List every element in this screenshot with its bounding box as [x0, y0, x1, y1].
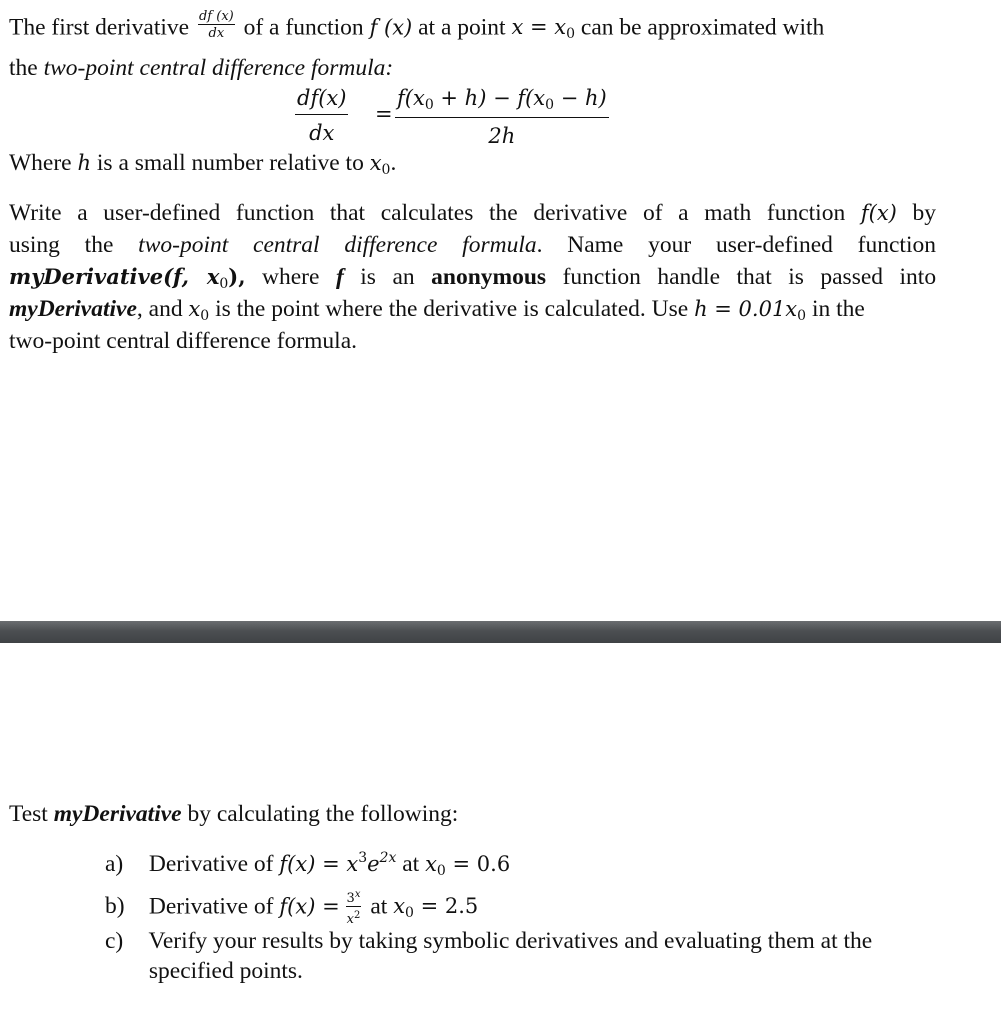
bold-italic-text: f: [335, 264, 344, 290]
math: f (x): [369, 15, 413, 40]
math: [279, 852, 396, 876]
superscript: 2: [353, 910, 361, 921]
math-text: + h) − f(x: [433, 86, 546, 110]
text: , and: [136, 296, 183, 322]
subscript: 0: [797, 308, 807, 324]
lhs-fraction: [295, 86, 348, 145]
text: the: [9, 55, 38, 81]
math-text: x: [346, 912, 354, 927]
list-item-a: [105, 850, 510, 879]
text: is an: [360, 264, 415, 290]
math-text: x: [425, 852, 437, 876]
text: is the point where the derivative is calculated. Use: [215, 296, 689, 322]
text: by: [912, 200, 937, 226]
bold-text: anonymous: [431, 264, 547, 290]
superscript: 3: [358, 850, 368, 866]
section-divider: [0, 621, 1001, 643]
where-line: [9, 150, 396, 178]
list-item-b: [105, 889, 478, 927]
task-line-1: [9, 200, 936, 227]
subscript: 0: [405, 905, 414, 922]
fraction-numerator: df (x): [198, 9, 234, 24]
function-signature: [9, 264, 246, 290]
text: by calculating the following:: [187, 801, 459, 827]
rhs-fraction: [395, 86, 609, 148]
subscript: 0: [381, 162, 391, 178]
text: is a small number relative to: [96, 150, 364, 176]
text: in the: [811, 296, 865, 322]
equals-sign: =: [375, 102, 393, 126]
text: Verify your results by taking symbolic derivatives and evaluating them at the: [148, 928, 873, 954]
rhs-denominator: 2h: [488, 124, 516, 148]
math-text: f(x: [397, 86, 425, 110]
text: of a function: [243, 14, 364, 41]
italic-text: :: [385, 55, 394, 81]
text: where: [262, 264, 320, 290]
italic-text: two-point central difference formula: [138, 232, 537, 258]
superscript: 2x: [379, 850, 397, 866]
fraction-denominator: dx: [208, 26, 225, 41]
text: at: [402, 851, 420, 877]
subscript: 0: [436, 863, 446, 879]
math-text: x = x: [511, 15, 567, 40]
task-line-3: [9, 264, 936, 292]
subscript: 0: [424, 97, 434, 113]
text: at: [370, 893, 388, 920]
list-marker: a): [105, 851, 124, 877]
lhs-numerator: df(x): [295, 86, 348, 115]
math: [188, 297, 210, 324]
test-heading: [9, 801, 458, 828]
task-line-5: [9, 328, 357, 355]
subscript: 0: [200, 308, 210, 324]
list-marker: b): [105, 893, 125, 920]
subscript: 0: [219, 276, 229, 292]
math-text: e: [367, 852, 380, 876]
task-line-4: [9, 296, 865, 324]
inline-fraction: [346, 888, 362, 926]
math: [511, 15, 576, 43]
function-name: myDerivative: [9, 264, 164, 289]
math: [694, 297, 807, 324]
math: [425, 852, 511, 879]
text: The first derivative: [9, 14, 190, 41]
text: two-point central difference formula.: [9, 328, 358, 354]
intro-line-2: [9, 55, 393, 82]
text: Derivative of: [148, 893, 274, 920]
fraction-numerator: [346, 888, 362, 907]
math-text: x: [393, 894, 406, 919]
math: f(x): [860, 201, 897, 225]
list-item-c: [105, 928, 872, 955]
math: (f, x: [163, 264, 220, 289]
math-text: = 0.6: [445, 852, 511, 876]
math: [369, 151, 391, 178]
italic-text: two-point central difference formula: [43, 55, 386, 81]
text: .: [390, 150, 397, 176]
text: can be approximated with: [580, 14, 825, 41]
rhs-numerator: [395, 86, 609, 118]
list-item-c-continued: [105, 958, 303, 985]
inline-fraction: [198, 10, 235, 40]
text: Test: [9, 801, 48, 827]
text: using the: [9, 232, 114, 258]
math: f(x) =: [279, 894, 340, 919]
subscript: 0: [566, 26, 576, 43]
superscript: x: [354, 889, 361, 900]
fraction-denominator: [346, 907, 362, 926]
lhs-denominator: dx: [309, 121, 335, 145]
math-text: x: [369, 151, 382, 175]
math: ),: [228, 264, 246, 289]
math-text: − h): [554, 86, 607, 110]
task-line-2: [9, 232, 936, 259]
list-marker: c): [105, 928, 124, 954]
text: Write a user-defined function that calculates the derivative of a math function: [9, 200, 846, 226]
subscript: 0: [545, 97, 555, 113]
intro-line-1: [9, 9, 825, 44]
bold-italic-text: myDerivative: [53, 801, 182, 827]
math: h: [77, 151, 92, 175]
text: specified points.: [148, 958, 303, 984]
math-text: x: [188, 297, 201, 321]
math-text: f(x) = x: [279, 852, 359, 876]
math-text: 3: [346, 891, 355, 906]
text: . Name your user-defined function: [536, 232, 936, 258]
text: at a point: [418, 14, 506, 41]
text: Derivative of: [148, 851, 274, 877]
bold-italic-text: myDerivative: [9, 296, 137, 322]
math-text: = 2.5: [413, 894, 479, 919]
text: function handle that is passed into: [562, 264, 937, 290]
math-text: h = 0.01x: [694, 297, 798, 321]
math: [393, 894, 479, 922]
text: Where: [9, 150, 72, 176]
